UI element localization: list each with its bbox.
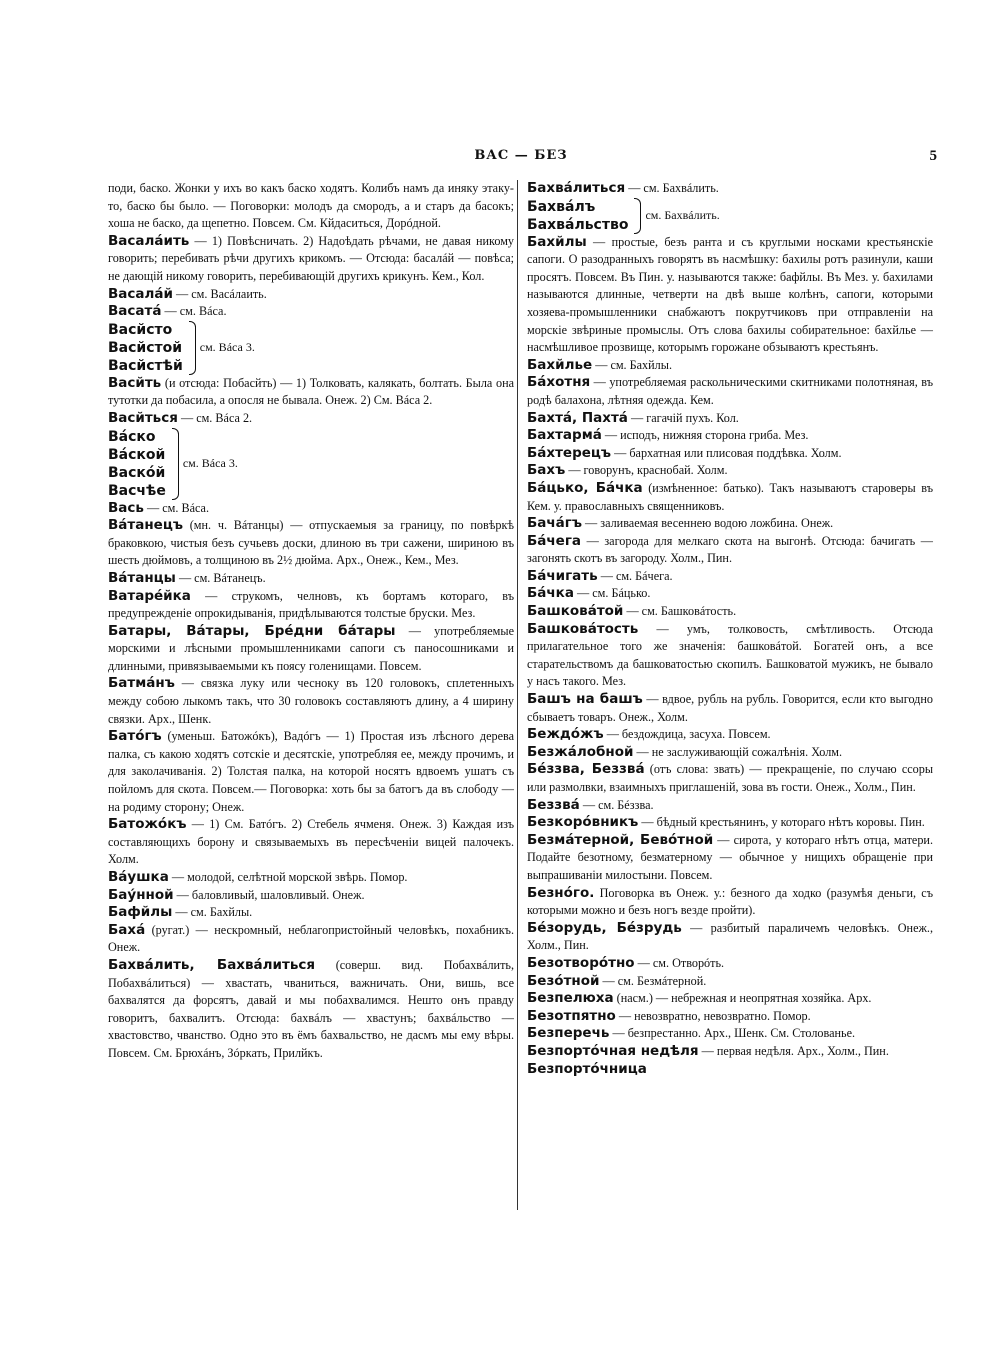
- headword: Бахйлы: [527, 233, 587, 250]
- headword: Батожóкъ: [108, 816, 187, 833]
- definition-text: — бѣдный крестьянинъ, у котораго нѣтъ коровы. Пин.: [641, 815, 925, 830]
- dictionary-entry: [108, 675, 514, 728]
- dictionary-entry: [527, 374, 933, 409]
- dictionary-entry: [108, 957, 514, 1063]
- headword: Безмáтерной, Бевóтной: [527, 831, 714, 848]
- headword: Бáчка: [527, 585, 574, 602]
- headword: Васалáй: [108, 285, 173, 302]
- dictionary-entry: [108, 375, 514, 410]
- dictionary-entry: [527, 744, 933, 762]
- dictionary-entry: [527, 445, 933, 463]
- running-head: ВАС — БЕЗ: [474, 148, 568, 163]
- definition-text: (мн. ч. Вáтанцы) — отпускаемыя за границу, по повѣркѣ браковкою, чистыя безъ сучьевъ доски, длиною въ три сажени, шириною въ шесть дюймовъ, а толщиною въ 2½ дюйма. Арх., Онеж., Кем., Мез.: [108, 518, 515, 568]
- headword: Бáчега: [527, 532, 581, 549]
- brace: [172, 428, 179, 500]
- dictionary-entry: [527, 955, 933, 973]
- headword: Безпортóчница: [527, 1060, 647, 1077]
- definition-text: — 1) См. Батóгъ. 2) Стебель ячменя. Онеж. 3) Каждая изъ составляющихъ борону и связываемыхъ въ пересѣченіи вицей палочекъ. Холм.: [108, 817, 514, 867]
- dictionary-entry: [108, 410, 514, 428]
- definition-text: — невозвратно, невозвратно. Помор.: [618, 1008, 811, 1023]
- dictionary-entry: [527, 1008, 933, 1026]
- headword: Вáушка: [108, 869, 169, 885]
- headword: Батóгъ: [108, 728, 162, 745]
- definition-text: (отъ слова: звать) — прекращеніе, по случаю ссоры или размолвки, взаимныхъ приглашеній, зова въ гости. Онеж., Холм., Пин.: [527, 762, 934, 794]
- definition-text: — простые, безъ ранта и съ круглыми носками крестьянскіе сапоги. О разодранныхъ говорятъ въ насмѣшку: бахилы ротъ разинули, каши просятъ. Повсем. Въ Пин. у. называются также: бафйлы. Въ Мез. у. бахилами называются длинные, четверти на двѣ выше колѣнъ, сапоги, которыми хозяева-промышленники снабжаютъ покрутчиковъ при отправленіи на морскіе звѣриные промыслы. Отъ слова бахилы собирательное: бахйлье — насмѣшливое прозвище, которымъ горожане обзываютъ крестьянъ.: [527, 234, 933, 355]
- headword: Васйстѣй: [108, 357, 183, 374]
- left-column: [108, 180, 514, 1063]
- dictionary-entry: [108, 180, 514, 233]
- definition-text: — баловливый, шаловливый. Онеж.: [176, 887, 365, 902]
- dictionary-entry: [527, 973, 933, 991]
- dictionary-entry: [108, 233, 514, 286]
- headword: Батары, Вáтары, Брéдни бáтары: [108, 622, 396, 639]
- headword: Бáцько, Бáчка: [527, 479, 643, 496]
- right-column: [527, 180, 933, 1078]
- definition-text: — см. Бáцько.: [577, 586, 651, 601]
- headword: Бахá: [108, 921, 146, 938]
- headword: Безóтной: [527, 972, 600, 989]
- headword: Вáтанцы: [108, 569, 176, 586]
- definition-text: — употребляемые морскими и лѣсными промышленниками сапоги съ паносошниками и длинными, привязываемыми къ поясу голенищами. Повсем.: [108, 623, 514, 673]
- definition-text: — см. Васáлаить.: [176, 286, 267, 301]
- headword-group: [108, 428, 514, 500]
- dictionary-entry: [108, 500, 514, 518]
- headword: Вáтанецъ: [108, 517, 183, 534]
- headword: Безжáлобной: [527, 743, 634, 760]
- definition-text: — безпрестанно. Арх., Шенк. См. Столованье.: [612, 1026, 856, 1041]
- headword: Батмáнъ: [108, 675, 175, 692]
- dictionary-entry: [527, 920, 933, 955]
- definition-text: — см. Отворóть.: [637, 955, 725, 970]
- headword: Безперечь: [527, 1025, 610, 1042]
- headword: Вáской: [108, 446, 166, 463]
- headword: Безнóго.: [527, 884, 595, 901]
- dictionary-entry: [108, 922, 514, 957]
- definition-text: — см. Бáчега.: [600, 568, 673, 583]
- dictionary-entry: [527, 180, 933, 198]
- headword: Безотворóтно: [527, 954, 635, 971]
- headword: Вáско: [108, 428, 156, 445]
- dictionary-entry: [527, 533, 933, 568]
- column-divider: [517, 180, 518, 1210]
- cross-reference: см. Вáса 3.: [182, 455, 238, 470]
- dictionary-entry: [527, 357, 933, 375]
- dictionary-entry: [527, 761, 933, 796]
- headword: Бачáгъ: [527, 515, 582, 532]
- headword: Башъ на башъ: [527, 691, 643, 708]
- definition-text: — см. Вáса.: [164, 304, 227, 319]
- dictionary-entry: [108, 570, 514, 588]
- dictionary-entry: [527, 621, 933, 691]
- page-header: [105, 148, 937, 168]
- cross-reference: см. Вáса 3.: [199, 339, 255, 354]
- definition-text: Поговорка въ Онеж. у.: безного да ходко (разумѣя деньги, съ которыми можно и безъ ногъ везде пройти).: [527, 885, 933, 918]
- definition-text: — см. Башковáтость.: [626, 604, 737, 619]
- definition-text: (насм.) — небрежная и неопрятная хозяйка. Арх.: [616, 991, 872, 1006]
- dictionary-entry: [108, 588, 514, 623]
- definition-text: — см. Бахйлы.: [595, 357, 672, 372]
- headword: Башковáтой: [527, 603, 624, 620]
- definition-text: — употребляемая раскольническими скитниками полотняная, въ родѣ балахона, лѣтняя одежда. Кем.: [527, 375, 933, 407]
- headword: Бáхтерецъ: [527, 444, 612, 461]
- definition-text: — загорода для мелкаго скота на выгонѣ. Отсюда: бачигать — загонять скотъ въ загороду. Холм., Пин.: [527, 533, 933, 566]
- definition-text: — бархатная или плисовая поддѣвка. Холм.: [614, 445, 842, 460]
- headword: Васалáить: [108, 232, 190, 249]
- definition-text: — вдвое, рубль на рубль. Говорится, если кто выгодно сбываетъ товаръ. Онеж., Холм.: [527, 692, 933, 724]
- headword: Вась: [108, 499, 144, 516]
- headword: Бафйлы: [108, 904, 173, 921]
- dictionary-entry: [527, 462, 933, 480]
- definition-text: поди, баско. Жонки у ихъ во какъ баско ходятъ. Колибъ намъ да иняку этаку-то, баско бы было. — Поговорки: молодъ да смородъ, а и старъ да басокъ; хоша не баско, да щепетно. Повсем. См. Кйдаситься, Дорóдной.: [108, 181, 514, 231]
- headword: Бáхотня: [527, 374, 591, 391]
- dictionary-entry: [527, 515, 933, 533]
- headword: Баýнной: [108, 886, 174, 903]
- dictionary-entry: [527, 568, 933, 586]
- definition-text: — 1) Повѣсничать. 2) Надоѣдать рѣчами, не давая никому говорить; перебивать рѣчи другихъ крикомъ. — Отсюда: басалáй — повѣса; не дающій никому говорить, перебивающій другихъ крикунъ. Кем., Кол.: [108, 233, 515, 283]
- headword: Бахвáлиться: [527, 180, 626, 196]
- definition-text: (ругат.) — нескромный, неблагопристойный человѣкъ, похабникъ. Онеж.: [108, 922, 515, 955]
- dictionary-entry: [527, 814, 933, 832]
- definition-text: — гагачій пухъ. Кол.: [630, 410, 739, 425]
- headword: Башковáтость: [527, 620, 639, 637]
- definition-text: — см. Вáса.: [147, 500, 210, 515]
- definition-text: — бездождица, засуха. Повсем.: [606, 727, 771, 742]
- dictionary-entry: [108, 887, 514, 905]
- definition-text: (соверш. вид. Побахвáлить, Побахвáлиться) — хвастать, чваниться, важничать. Они, вишь, все бахвалятся да форсятъ, давай и мы побахвалимся. Нешто онъ правду говоритъ, бахвалитъ. Отсюда: бахвáлъ — хвастунъ; бахвáльство — хвастовство, чванство. Одно это въ ёмъ бахвальство, не дасмъ мы ему вѣры. Повсем. См. Брюхáнъ, Зóркать, Прилйкъ.: [108, 957, 515, 1060]
- dictionary-entry: [527, 990, 933, 1008]
- headword: Васйть: [108, 374, 162, 391]
- dictionary-entry: [108, 869, 514, 887]
- headword: Васчѣе: [108, 482, 166, 499]
- dictionary-entry: [108, 623, 514, 676]
- definition-text: — молодой, селѣтной морской звѣрь. Помор.: [171, 870, 408, 884]
- dictionary-entry: [527, 427, 933, 445]
- definition-text: — разбитый параличемъ человѣкъ. Онеж., Холм., Пин.: [527, 920, 933, 953]
- dictionary-entry: [527, 603, 933, 621]
- definition-text: — заливаемая весеннею водою ложбина. Онеж.: [585, 516, 834, 531]
- dictionary-entry: [527, 1043, 933, 1061]
- brace: [634, 198, 641, 234]
- dictionary-entry: [108, 517, 514, 570]
- dictionary-entry: [527, 726, 933, 744]
- dictionary-entry: [108, 728, 514, 816]
- headword: Бáчигать: [527, 567, 598, 584]
- headword: Беждóжъ: [527, 726, 604, 743]
- definition-text: — см. Вáса 2.: [180, 410, 253, 425]
- dictionary-entry: [527, 885, 933, 920]
- headword: Бéзорудь, Бéзрудь: [527, 919, 682, 936]
- dictionary-entry: [527, 234, 933, 357]
- dictionary-entry: [527, 1061, 933, 1079]
- definition-text: — см. Безмáтерной.: [602, 973, 707, 988]
- headword: Васйться: [108, 409, 178, 426]
- headword: Бахйлье: [527, 356, 593, 373]
- definition-text: — связка луку или чесноку въ 120 головокъ, сплетенныхъ между собою лыкомъ такъ, что 30 головокъ составляютъ длину, а 4 ширину связки. Арх., Шенк.: [108, 676, 515, 726]
- dictionary-entry: [527, 410, 933, 428]
- dictionary-entry: [108, 303, 514, 321]
- brace: [189, 321, 196, 375]
- definition-text: — исподъ, нижняя сторона гриба. Мез.: [604, 428, 809, 443]
- headword: Бахтá, Пахтá: [527, 409, 628, 426]
- headword: Бахтармá: [527, 427, 602, 444]
- definition-text: — сирота, у котораго нѣтъ отца, матери. Подайте безотному, безматерному — обычное у нищихъ обращеніе при выпрашиваніи милостыни. Повсем.: [527, 832, 934, 882]
- definition-text: — умъ, толковость, смѣтливость. Отсюда прилагательное того же значенія: башковáтой. Богатей онъ, а все старательствомъ да башковатостью скопилъ. Башковатой мужикъ, не бывало у насъ такого. Мез.: [527, 621, 933, 689]
- headword: Васйсто: [108, 321, 173, 338]
- headword: Безкорóвникъ: [527, 814, 639, 831]
- headword: Бахъ: [527, 462, 566, 479]
- definition-text: — первая недѣля. Арх., Холм., Пин.: [701, 1043, 889, 1058]
- dictionary-entry: [527, 480, 933, 515]
- definition-text: (и отсюда: Побасйть) — 1) Толковать, калякать, болтать. Была она тутотки да побасила, а опосля не бывала. Онеж. 2) См. Вáса 2.: [108, 375, 515, 408]
- headword: Безпортóчная недѣля: [527, 1042, 699, 1059]
- headword-group: [527, 198, 933, 234]
- headword: Бахвáлить, Бахвáлиться: [108, 956, 316, 973]
- headword: Васйстой: [108, 339, 183, 356]
- definition-text: — см. Бахйлы.: [175, 905, 253, 920]
- definition-text: (уменьш. Батожóкъ), Вадóгъ — 1) Простая изъ лѣсного дерева палка, съ какою ходятъ сотскіе и десятскіе, употребляя ее, между прочимъ, и для заколачиванія. 2) Толстая палка, на которой носятъ вдвоемъ ушатъ съ пойломъ для скота. Повсем.— Поговорка: хоть бы за батогъ да въ слободу — на родиму сторону; Онеж.: [108, 729, 515, 814]
- definition-text: (измѣненное: батько). Такъ называютъ староверы въ Кем. у. православныхъ священниковъ.: [527, 480, 934, 513]
- definition-text: — см. Вáтанецъ.: [178, 570, 266, 585]
- headword: Васкóй: [108, 464, 166, 481]
- dictionary-entry: [527, 691, 933, 726]
- definition-text: — не заслуживающій сожалѣнія. Холм.: [636, 744, 843, 759]
- headword: Безпелюха: [527, 990, 614, 1007]
- definition-text: — говорунъ, краснобай. Холм.: [568, 463, 728, 478]
- cross-reference: см. Бахвáлить.: [645, 207, 720, 222]
- page-number: 5: [929, 148, 937, 164]
- definition-text: — струкомъ, челновъ, къ бортамъ котораго, въ предупрежденіе опрокидыванія, придѣлываются толстые бруски. Мез.: [108, 588, 515, 621]
- dictionary-entry: [108, 816, 514, 869]
- headword: Васатá: [108, 303, 162, 320]
- dictionary-entry: [527, 1025, 933, 1043]
- definition-text: — см. Бéззва.: [582, 797, 654, 812]
- dictionary-entry: [108, 904, 514, 922]
- headword: Бéззва, Беззвá: [527, 761, 645, 778]
- dictionary-entry: [527, 832, 933, 885]
- dictionary-entry: [108, 286, 514, 304]
- headword-group: [108, 321, 514, 375]
- headword: Безотпятно: [527, 1007, 616, 1024]
- definition-text: — см. Бахвáлить.: [628, 181, 719, 195]
- headword: Беззвá: [527, 796, 580, 813]
- headword: Бахвáльство: [527, 216, 629, 233]
- headword: Бахвáлъ: [527, 198, 596, 215]
- dictionary-entry: [527, 797, 933, 815]
- headword: Ватарéйка: [108, 587, 191, 604]
- dictionary-entry: [527, 585, 933, 603]
